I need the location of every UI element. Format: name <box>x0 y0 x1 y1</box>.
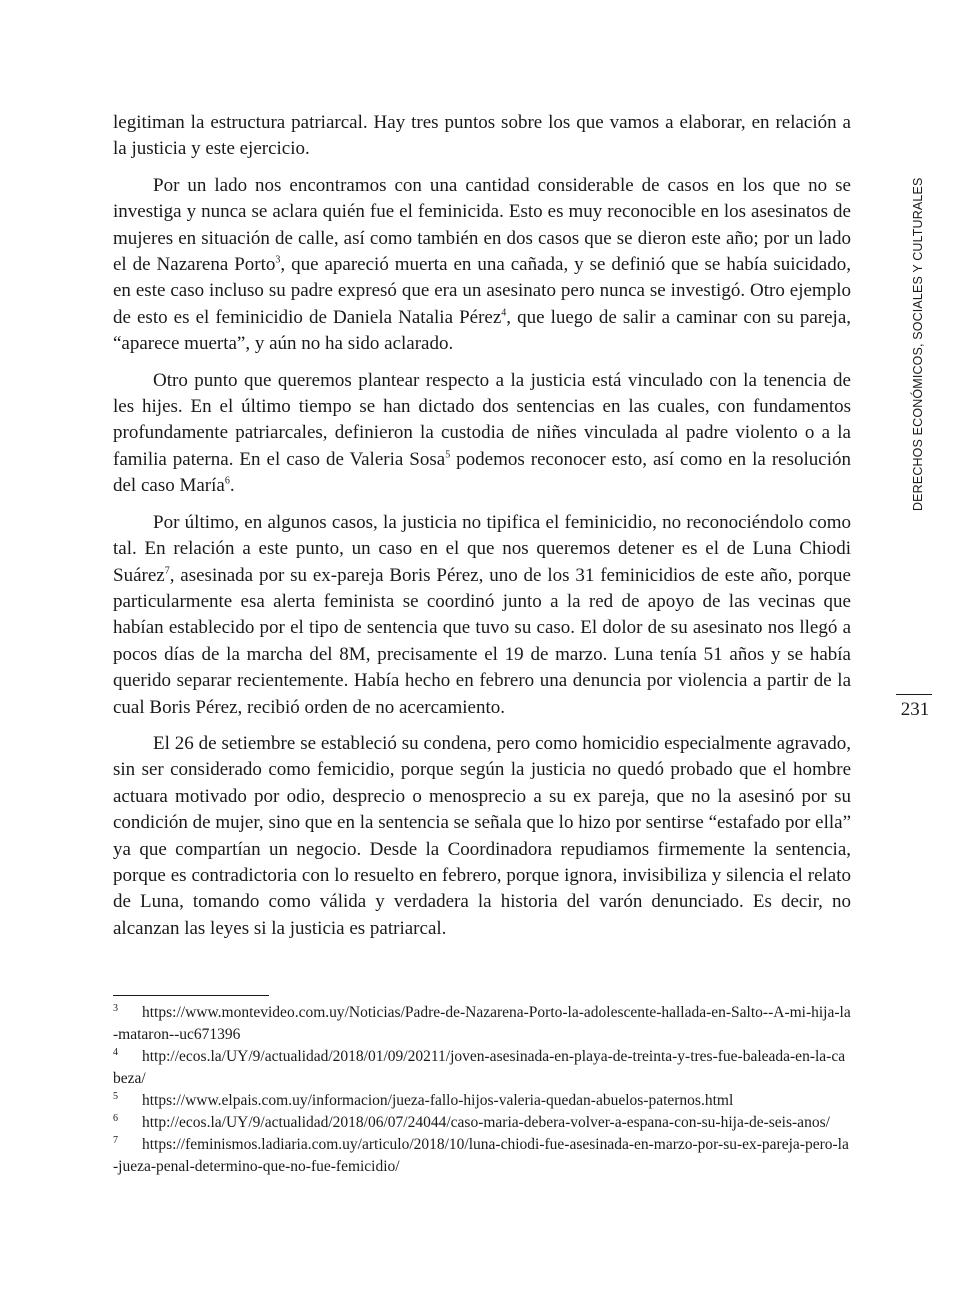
footnote-link[interactable]: https://www.montevideo.com.uy/Noticias/Padre-de-Nazarena-Porto-la-adolescente-hallada-en-Salto--A-mi-hija-la-mataron--uc671396 <box>113 1004 851 1043</box>
footnote-ref-3[interactable]: 3 <box>275 254 281 266</box>
footnote-separator <box>113 995 269 996</box>
footnote-ref-6[interactable]: 6 <box>224 475 230 487</box>
running-section-title: DERECHOS ECONÓMICOS, SOCIALES Y CULTURALES <box>911 177 925 511</box>
footnote-ref-7[interactable]: 7 <box>164 565 170 577</box>
footnote-5: 5 https://www.elpais.com.uy/informacion/jueza-fallo-hijos-valeria-quedan-abuelos-paternos.html <box>113 1090 734 1109</box>
footnote-link[interactable]: http://ecos.la/UY/9/actualidad/2018/06/07/24044/caso-maria-debera-volver-a-espana-con-su-hija-de-seis-anos/ <box>142 1114 830 1131</box>
paragraph-2: Por un lado nos encontramos con una cantidad considerable de casos en los que no se investiga y nunca se aclara quién fue el feminicida. Esto es muy reconocible en los asesinatos de mujeres en situación de calle, así como también en dos casos que se dieron este año; por un lado el de Nazarena Porto$^3$, que apareció muerta en una cañada, y se definió que se había suicidado, en este caso incluso su padre expresó que era un asesinato pero nunca se investigó. Otro ejemplo de esto es el feminicidio de Daniela Natalia Pérez$^4$, que luego de salir a caminar con su pareja, “aparece muerta”, y aún no ha sido aclarado. <box>113 174 852 355</box>
footnote-link[interactable]: http://ecos.la/UY/9/actualidad/2018/01/09/20211/joven-asesinada-en-playa-de-treinta-y-tres-fue-baleada-en-la-cabeza/ <box>113 1048 846 1087</box>
page-number-rule <box>896 694 932 695</box>
paragraph-3: Otro punto que queremos plantear respecto a la justicia está vinculado con la tenencia de les hijes. En el último tiempo se han dictado dos sentencias en las cuales, con fundamentos profundamente patriarcales, definieron la custodia de niñes vinculada al padre violento o a la familia paterna. En el caso de Valeria Sosa$^5$ podemos reconocer esto, así como en la resolución del caso María$^6$. <box>113 369 851 497</box>
footnote-ref-5[interactable]: 5 <box>445 449 451 461</box>
footnote-3: 3 https://www.montevideo.com.uy/Noticias/Padre-de-Nazarena-Porto-la-adolescente-hallada-en-Salto--A-mi-hija-la-mataron--uc671396 <box>113 1002 851 1043</box>
footnote-4: 4 http://ecos.la/UY/9/actualidad/2018/01/09/20211/joven-asesinada-en-playa-de-treinta-y-tres-fue-baleada-en-la-cabeza/ <box>113 1046 846 1087</box>
paragraph-4: Por último, en algunos casos, la justicia no tipifica el feminicidio, no reconociéndolo como tal. En relación a este punto, un caso en el que nos queremos detener es el de Luna Chiodi Suárez$^7$, asesinada por su ex-pareja Boris Pérez, uno de los 31 feminicidios de este año, porque particularmente esa alerta feminista se coordinó junto a la red de apoyo de las vecinas que habían establecido por el tipo de sentencia que tuvo su caso. El dolor de su asesinato nos llegó a pocos días de la marcha del 8M, precisamente el 19 de marzo. Luna tenía 51 años y se había querido separar recientemente. Había hecho en febrero una denuncia por violencia a partir de la cual Boris Pérez, recibió orden de no acercamiento. <box>113 511 851 718</box>
footnote-link[interactable]: https://feminismos.ladiaria.com.uy/articulo/2018/10/luna-chiodi-fue-asesinada-en-marzo-por-su-ex-pareja-pero-la-jueza-penal-determino-que-no-fue-femicidio/ <box>113 1136 849 1175</box>
page-number: 231 <box>900 699 930 720</box>
footnote-7: 7 https://feminismos.ladiaria.com.uy/articulo/2018/10/luna-chiodi-fue-asesinada-en-marzo-por-su-ex-pareja-pero-la-jueza-penal-determino-que-no-fue-femicidio/ <box>113 1134 849 1175</box>
footnote-6: 6 http://ecos.la/UY/9/actualidad/2018/06/07/24044/caso-maria-debera-volver-a-espana-con-su-hija-de-seis-anos/ <box>113 1112 830 1131</box>
footnote-ref-4[interactable]: 4 <box>501 307 507 319</box>
footnotes <box>113 1002 851 1178</box>
paragraph-1: legitiman la estructura patriarcal. Hay tres puntos sobre los que vamos a elaborar, en relación a la justicia y este ejercicio. <box>113 112 851 160</box>
footnote-link[interactable]: https://www.elpais.com.uy/informacion/jueza-fallo-hijos-valeria-quedan-abuelos-paternos.html <box>142 1092 734 1109</box>
paragraph-5: El 26 de setiembre se estableció su condena, pero como homicidio especialmente agravado, sin ser considerado como femicidio, porque según la justicia no quedó probado que el hombre actuara motivado por odio, desprecio o menosprecio a su ex pareja, que no la asesinó por su condición de mujer, sino que en la sentencia se señala que lo hizo por sentirse “estafado por ella” ya que compartían un negocio. Desde la Coordinadora repudiamos firmemente la sentencia, porque es contradictoria con lo resuelto en febrero, porque ignora, invisibiliza y silencia el relato de Luna, tomando como válida y verdadera la historia del varón denunciado. Es decir, no alcanzan las leyes si la justicia es patriarcal. <box>113 732 851 939</box>
body-text <box>113 110 851 952</box>
